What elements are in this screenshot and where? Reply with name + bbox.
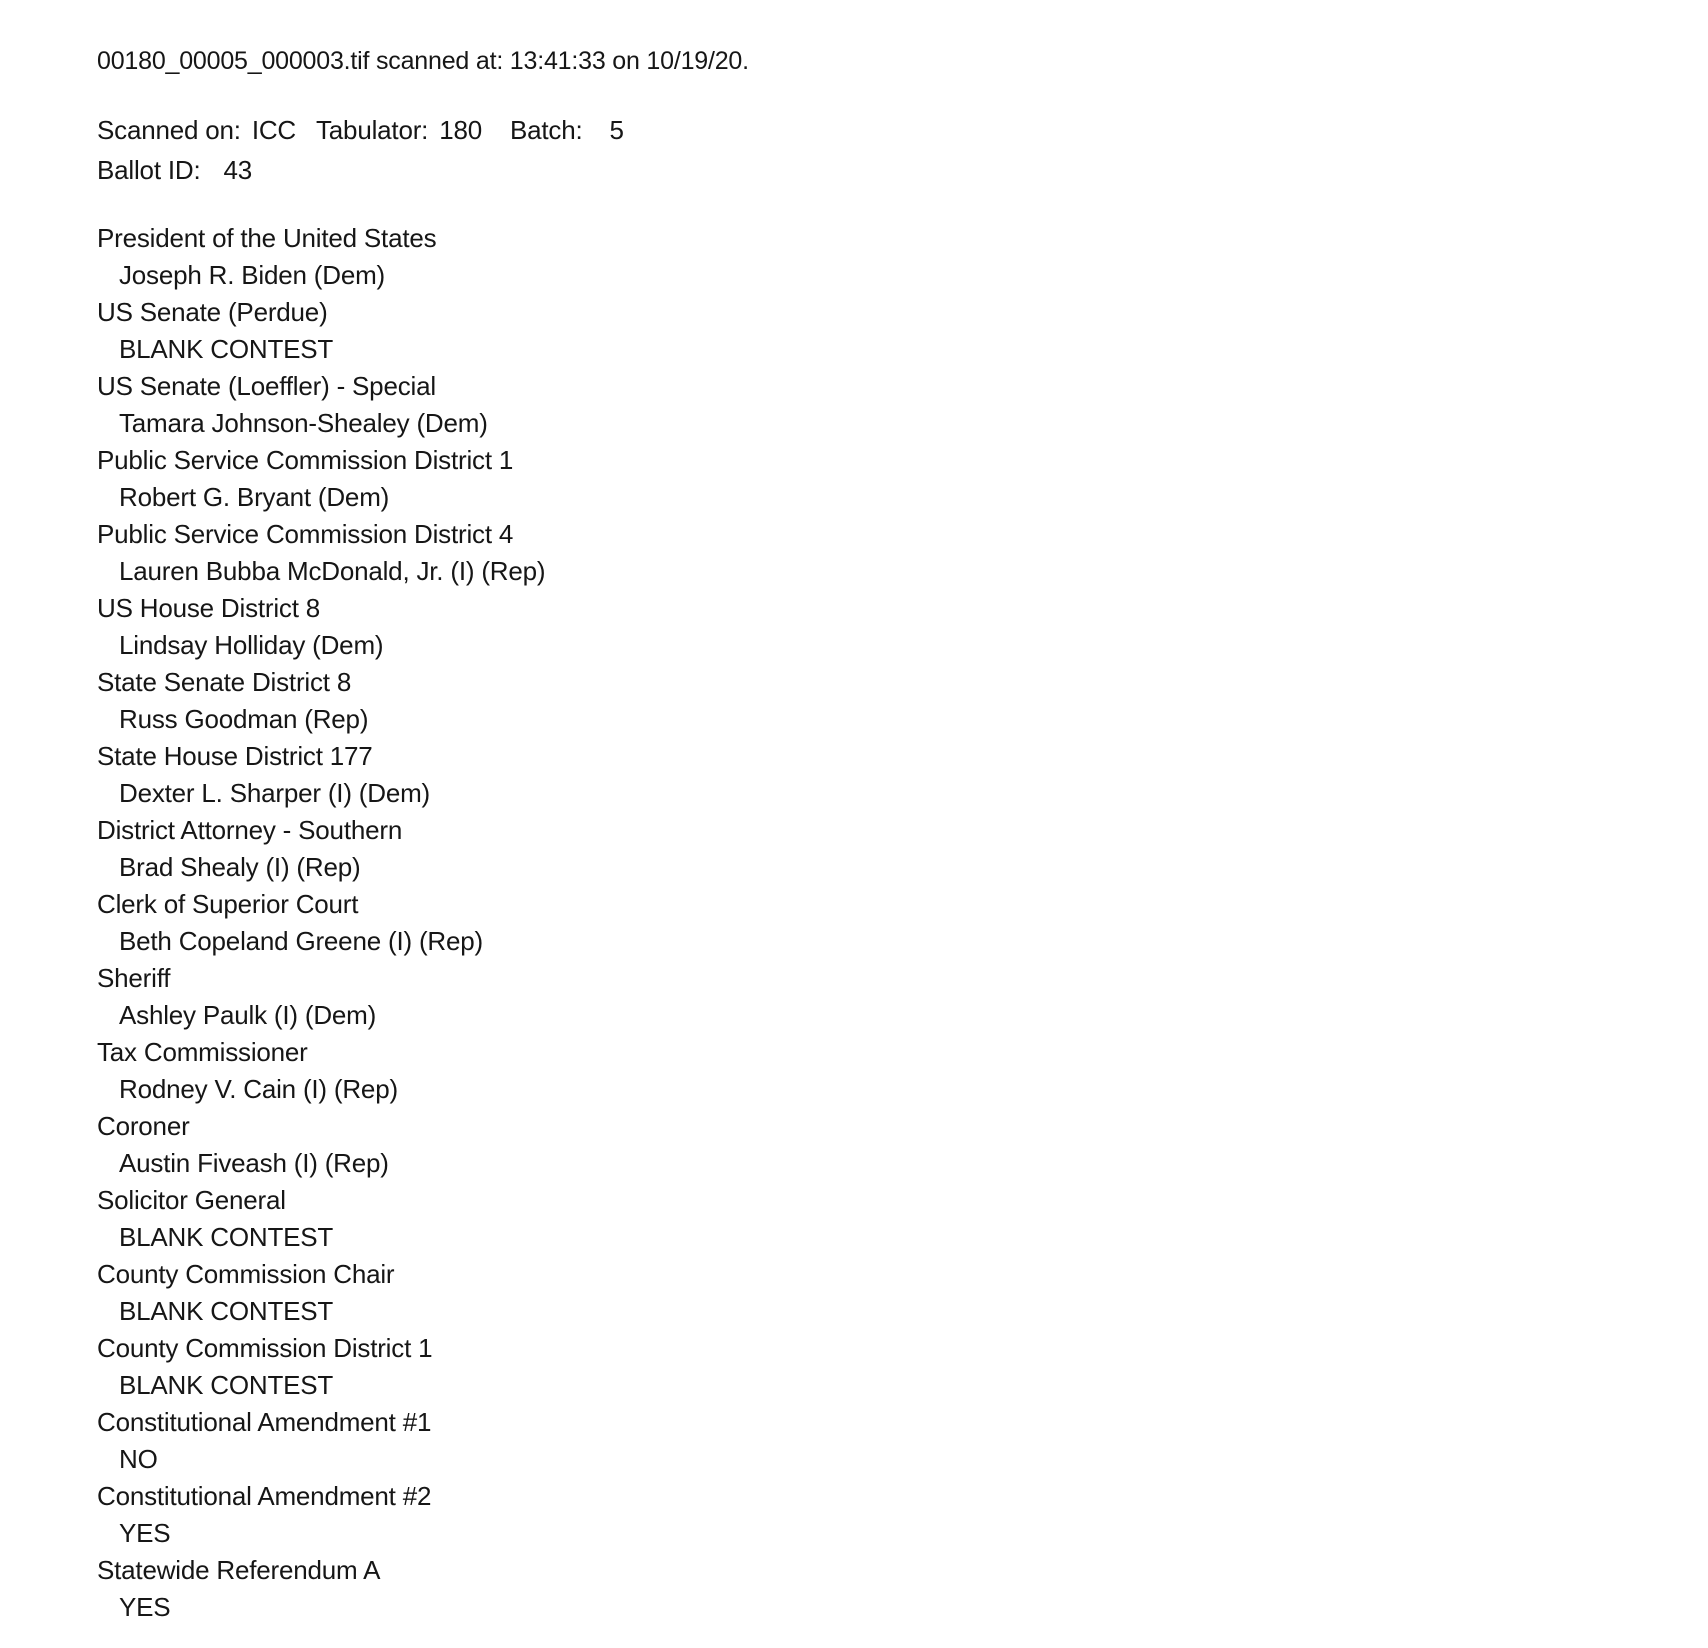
contest-row	[97, 220, 1668, 294]
contest-name: Public Service Commission District 1	[97, 445, 514, 475]
batch-value: 5	[609, 115, 624, 145]
contest-row	[97, 294, 1668, 368]
contest-selection: BLANK CONTEST	[119, 1370, 334, 1400]
contest-row	[97, 886, 1668, 960]
contest-name: Constitutional Amendment #1	[97, 1407, 432, 1437]
contest-list	[97, 220, 1668, 1626]
contest-selection: Beth Copeland Greene (I) (Rep)	[119, 926, 483, 956]
contest-row	[97, 368, 1668, 442]
contest-selection: Austin Fiveash (I) (Rep)	[119, 1148, 389, 1178]
contest-selection: Dexter L. Sharper (I) (Dem)	[119, 778, 431, 808]
contest-name: Public Service Commission District 4	[97, 519, 514, 549]
contest-row	[97, 1404, 1668, 1478]
contest-name: County Commission Chair	[97, 1259, 395, 1289]
contest-name: President of the United States	[97, 223, 437, 253]
contest-selection: Robert G. Bryant (Dem)	[119, 482, 390, 512]
contest-selection: BLANK CONTEST	[119, 334, 334, 364]
contest-row	[97, 1256, 1668, 1330]
contest-name: County Commission District 1	[97, 1333, 433, 1363]
contest-row	[97, 1182, 1668, 1256]
contest-selection: BLANK CONTEST	[119, 1296, 334, 1326]
contest-selection: NO	[119, 1444, 158, 1474]
tabulator-value: 180	[439, 115, 482, 145]
batch-label: Batch:	[509, 115, 583, 145]
scanned-on-value: ICC	[251, 115, 296, 145]
contest-selection: Joseph R. Biden (Dem)	[119, 260, 386, 290]
contest-row	[97, 442, 1668, 516]
contest-name: US House District 8	[97, 593, 321, 623]
contest-name: Statewide Referendum A	[97, 1555, 381, 1585]
scanned-on-label: Scanned on:	[97, 115, 241, 145]
contest-row	[97, 738, 1668, 812]
scan-filename-line: 00180_00005_000003.tif scanned at: 13:41:33 on 10/19/20.	[97, 47, 749, 75]
contest-selection: YES	[119, 1518, 171, 1548]
contest-row	[97, 1478, 1668, 1552]
contest-name: Clerk of Superior Court	[97, 889, 359, 919]
contest-selection: BLANK CONTEST	[119, 1222, 334, 1252]
contest-name: State Senate District 8	[97, 667, 352, 697]
contest-name: Coroner	[97, 1111, 190, 1141]
contest-name: US Senate (Perdue)	[97, 297, 328, 327]
contest-row	[97, 960, 1668, 1034]
contest-row	[97, 590, 1668, 664]
contest-row	[97, 1330, 1668, 1404]
contest-row	[97, 812, 1668, 886]
scan-info-line	[97, 110, 1668, 150]
contest-name: Tax Commissioner	[97, 1037, 308, 1067]
contest-name: Constitutional Amendment #2	[97, 1481, 432, 1511]
tabulator-label: Tabulator:	[316, 115, 429, 145]
contest-row	[97, 664, 1668, 738]
contest-name: Sheriff	[97, 963, 171, 993]
ballot-id-label: Ballot ID:	[97, 155, 201, 185]
contest-name: District Attorney - Southern	[97, 815, 403, 845]
contest-selection: Rodney V. Cain (I) (Rep)	[119, 1074, 398, 1104]
contest-name: US Senate (Loeffler) - Special	[97, 371, 436, 401]
contest-selection: Lindsay Holliday (Dem)	[119, 630, 384, 660]
ballot-id-value: 43	[223, 155, 253, 185]
contest-name: Solicitor General	[97, 1185, 286, 1215]
contest-row	[97, 1108, 1668, 1182]
contest-selection: Russ Goodman (Rep)	[119, 704, 369, 734]
contest-selection: Tamara Johnson-Shealey (Dem)	[119, 408, 488, 438]
contest-row	[97, 1034, 1668, 1108]
contest-row	[97, 516, 1668, 590]
ballot-id-line	[97, 150, 1668, 190]
contest-selection: Ashley Paulk (I) (Dem)	[119, 1000, 377, 1030]
contest-selection: YES	[119, 1592, 171, 1622]
scan-meta-block	[97, 110, 1668, 190]
contest-selection: Brad Shealy (I) (Rep)	[119, 852, 361, 882]
contest-selection: Lauren Bubba McDonald, Jr. (I) (Rep)	[119, 556, 546, 586]
contest-name: State House District 177	[97, 741, 373, 771]
contest-row	[97, 1552, 1668, 1626]
